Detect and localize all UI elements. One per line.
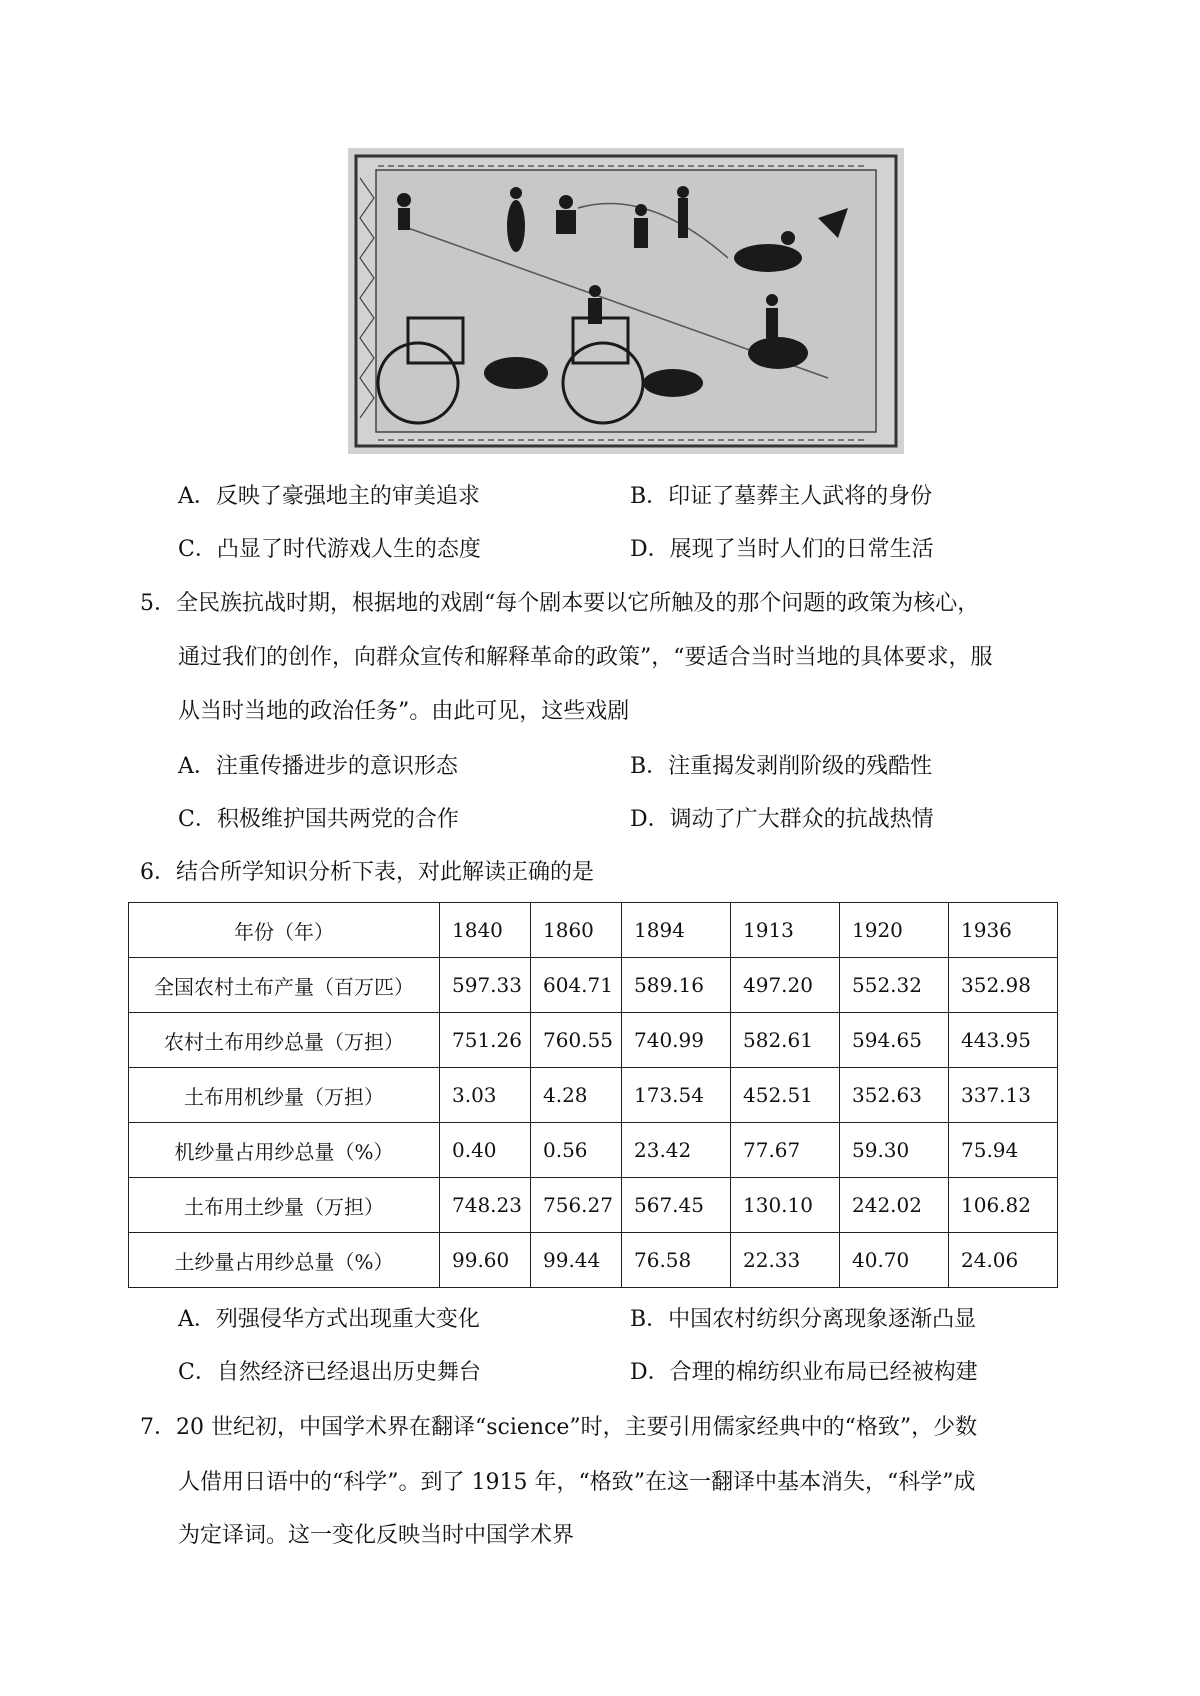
- table-cell: 0.56: [531, 1123, 622, 1178]
- table-header-row: [129, 903, 1058, 958]
- table-cell: 756.27: [531, 1178, 622, 1233]
- table-cell: 597.33: [440, 958, 531, 1013]
- table-header-cell: 1894: [622, 903, 731, 958]
- question-number: 5．: [140, 591, 176, 616]
- table-cell: 497.20: [731, 958, 840, 1013]
- option-letter: C．: [178, 537, 217, 562]
- table-row: [129, 1233, 1058, 1288]
- option-letter: A．: [178, 484, 216, 509]
- table-row: [129, 958, 1058, 1013]
- question-text: 20 世纪初，中国学术界在翻译“science”时，主要引用儒家经典中的“格致”，少数: [176, 1415, 978, 1440]
- table-header-cell: 1936: [949, 903, 1058, 958]
- q6-option-d: [630, 1358, 978, 1388]
- q7-stem-line-2: 人借用日语中的“科学”。到了 1915 年，“格致”在这一翻译中基本消失，“科学”成: [178, 1470, 976, 1495]
- q6-option-a: [178, 1305, 480, 1335]
- table-cell: 594.65: [840, 1013, 949, 1068]
- option-letter: D．: [630, 1360, 670, 1385]
- table-cell: 99.44: [531, 1233, 622, 1288]
- option-text: 展现了当时人们的日常生活: [669, 537, 934, 562]
- option-text: 积极维护国共两党的合作: [216, 807, 459, 832]
- table-row: [129, 1068, 1058, 1123]
- option-text: 自然经济已经退出历史舞台: [216, 1360, 481, 1385]
- option-text: 印证了墓葬主人武将的身份: [668, 484, 933, 509]
- table-cell: 173.54: [622, 1068, 731, 1123]
- option-text: 调动了广大群众的抗战热情: [669, 807, 934, 832]
- table-cell: 751.26: [440, 1013, 531, 1068]
- table-cell: 452.51: [731, 1068, 840, 1123]
- table-cell: 589.16: [622, 958, 731, 1013]
- mural-drawing: [348, 148, 904, 454]
- table-cell: 582.61: [731, 1013, 840, 1068]
- option-letter: B．: [630, 1307, 669, 1332]
- q4-option-b: [630, 482, 932, 512]
- option-letter: C．: [178, 807, 217, 832]
- table-cell: 4.28: [531, 1068, 622, 1123]
- option-text: 注重揭发剥削阶级的残酷性: [668, 754, 933, 779]
- q6-stem: [140, 858, 594, 888]
- q5-option-c: [178, 805, 459, 835]
- table-cell: 59.30: [840, 1123, 949, 1178]
- option-letter: A．: [178, 754, 216, 779]
- q5-option-b: [630, 752, 932, 782]
- question-number: 6．: [140, 860, 176, 885]
- table-row-label: 土布用机纱量（万担）: [129, 1068, 440, 1123]
- table-cell: 352.98: [949, 958, 1058, 1013]
- table-cell: 24.06: [949, 1233, 1058, 1288]
- q7-stem-line-1: [140, 1413, 977, 1443]
- table-cell: 740.99: [622, 1013, 731, 1068]
- table-row: [129, 1123, 1058, 1178]
- table-cell: 75.94: [949, 1123, 1058, 1178]
- option-letter: A．: [178, 1307, 216, 1332]
- table-row-label: 机纱量占用纱总量（%）: [129, 1123, 440, 1178]
- table-cell: 77.67: [731, 1123, 840, 1178]
- table-cell: 106.82: [949, 1178, 1058, 1233]
- option-text: 中国农村纺织分离现象逐渐凸显: [668, 1307, 977, 1332]
- option-text: 列强侵华方式出现重大变化: [215, 1307, 480, 1332]
- table-row-label: 农村土布用纱总量（万担）: [129, 1013, 440, 1068]
- table-cell: 552.32: [840, 958, 949, 1013]
- option-letter: D．: [630, 537, 670, 562]
- table-cell: 0.40: [440, 1123, 531, 1178]
- table-header-cell: 1913: [731, 903, 840, 958]
- table-cell: 23.42: [622, 1123, 731, 1178]
- table-header-cell: 1840: [440, 903, 531, 958]
- table-cell: 99.60: [440, 1233, 531, 1288]
- option-letter: D．: [630, 807, 670, 832]
- table-cell: 748.23: [440, 1178, 531, 1233]
- table-header-cell: 年份（年）: [129, 903, 440, 958]
- option-letter: B．: [630, 754, 669, 779]
- q7-stem-line-3: 为定译词。这一变化反映当时中国学术界: [178, 1523, 575, 1548]
- option-text: 注重传播进步的意识形态: [215, 754, 458, 779]
- table-row-label: 土纱量占用纱总量（%）: [129, 1233, 440, 1288]
- question-number: 7．: [140, 1415, 176, 1440]
- option-text: 凸显了时代游戏人生的态度: [216, 537, 481, 562]
- table-cell: 40.70: [840, 1233, 949, 1288]
- q6-option-c: [178, 1358, 481, 1388]
- q5-option-a: [178, 752, 458, 782]
- q5-stem-line-3: 从当时当地的政治任务”。由此可见，这些戏剧: [178, 699, 630, 724]
- q5-stem-line-1: [140, 589, 979, 619]
- table-cell: 22.33: [731, 1233, 840, 1288]
- table-cell: 443.95: [949, 1013, 1058, 1068]
- table-cell: 242.02: [840, 1178, 949, 1233]
- table-row-label: 土布用土纱量（万担）: [129, 1178, 440, 1233]
- table-cell: 352.63: [840, 1068, 949, 1123]
- question-text: 全民族抗战时期，根据地的戏剧“每个剧本要以它所触及的那个问题的政策为核心，: [176, 591, 980, 616]
- table-cell: 130.10: [731, 1178, 840, 1233]
- q4-option-d: [630, 535, 934, 565]
- question-text: 结合所学知识分析下表，对此解读正确的是: [176, 860, 595, 885]
- table-row-label: 全国农村土布产量（百万匹）: [129, 958, 440, 1013]
- q5-option-d: [630, 805, 934, 835]
- table-header-cell: 1860: [531, 903, 622, 958]
- table-row: [129, 1013, 1058, 1068]
- mural-illustration: [348, 148, 904, 454]
- table-row: [129, 1178, 1058, 1233]
- table-cell: 567.45: [622, 1178, 731, 1233]
- table-cell: 3.03: [440, 1068, 531, 1123]
- option-text: 合理的棉纺织业布局已经被构建: [669, 1360, 978, 1385]
- table-cell: 76.58: [622, 1233, 731, 1288]
- option-letter: B．: [630, 484, 669, 509]
- table-header-cell: 1920: [840, 903, 949, 958]
- table-cell: 760.55: [531, 1013, 622, 1068]
- option-text: 反映了豪强地主的审美追求: [215, 484, 480, 509]
- q4-option-c: [178, 535, 481, 565]
- q5-stem-line-2: 通过我们的创作，向群众宣传和解释革命的政策”，“要适合当时当地的具体要求，服: [178, 645, 993, 670]
- q6-option-b: [630, 1305, 976, 1335]
- table-cell: 337.13: [949, 1068, 1058, 1123]
- table-cell: 604.71: [531, 958, 622, 1013]
- data-table: [128, 902, 1058, 1288]
- q4-option-a: [178, 482, 480, 512]
- option-letter: C．: [178, 1360, 217, 1385]
